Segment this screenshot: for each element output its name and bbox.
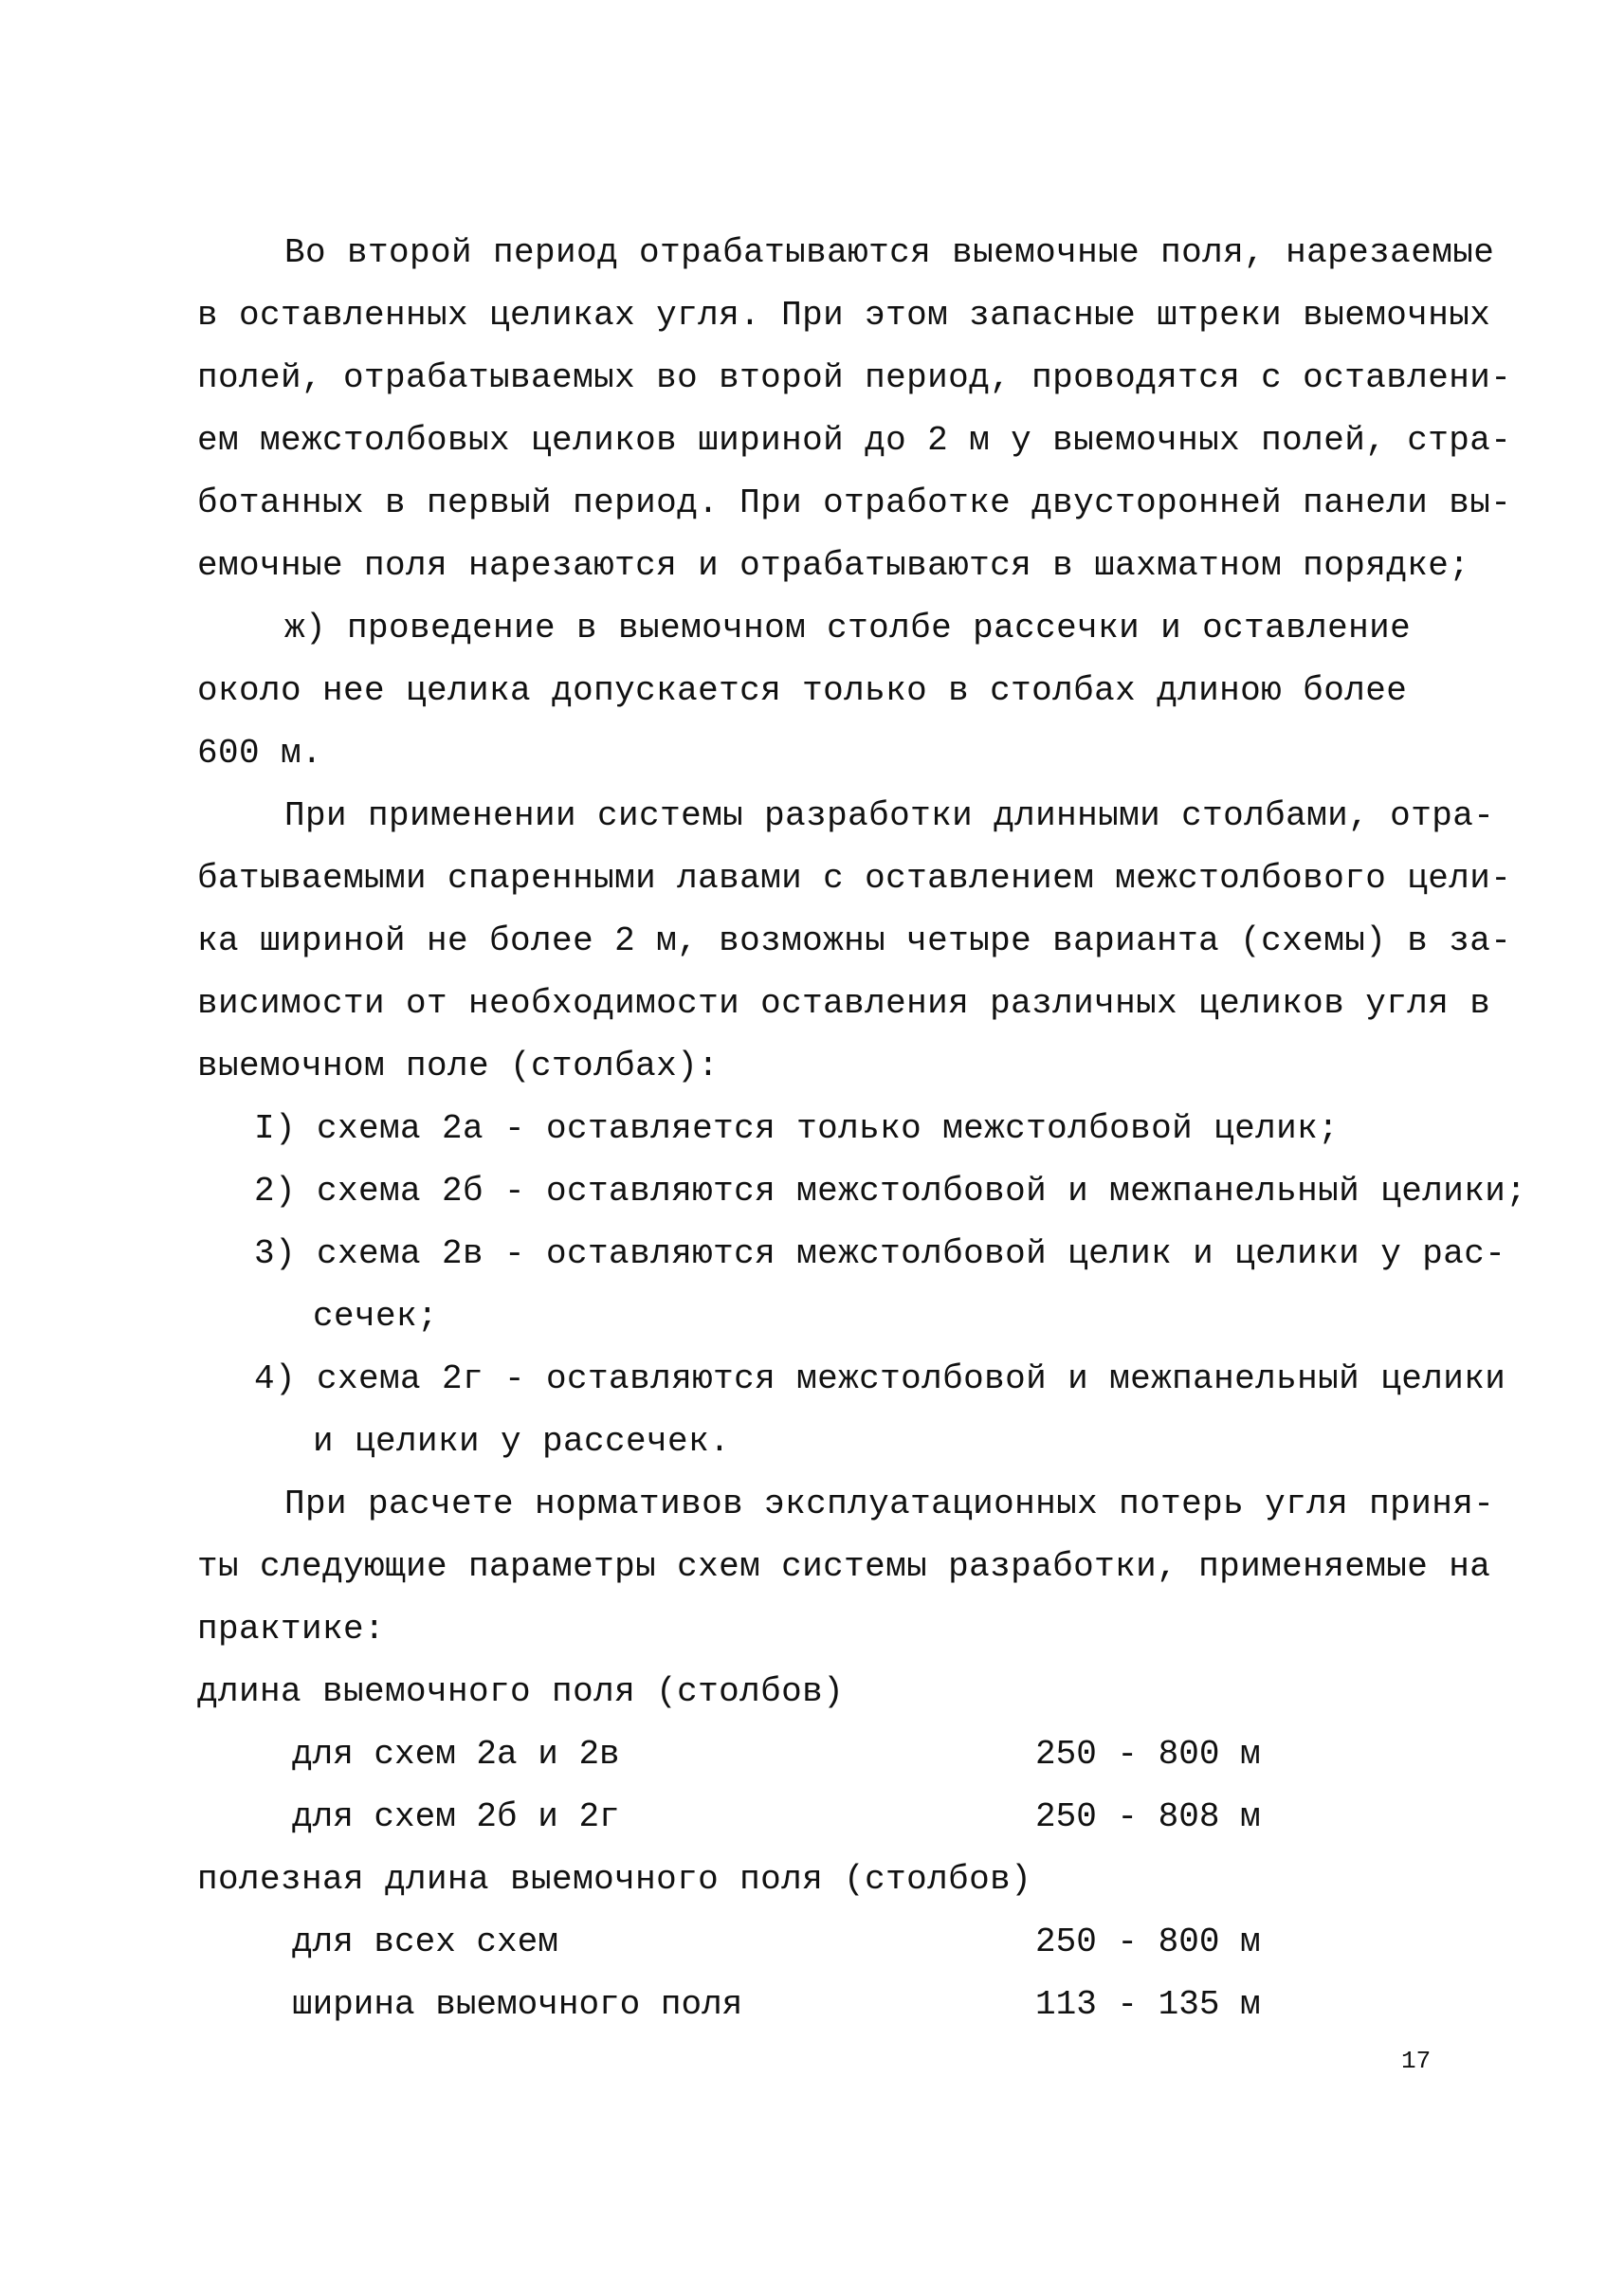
- list-item-4-continued: и целики у рассечек.: [313, 1422, 731, 1461]
- paragraph3-line3: ка шириной не более 2 м, возможны четыре варианта (схемы) в за-: [197, 921, 1512, 960]
- paragraph2-line3: 600 м.: [197, 734, 323, 773]
- paragraph1-line1: Во второй период отрабатываются выемочные поля, нарезаемые: [284, 233, 1495, 272]
- paragraph4-line1: При расчете нормативов эксплуатационных потерь угля приня-: [284, 1485, 1495, 1523]
- paragraph1-line6: емочные поля нарезаются и отрабатываются в шахматном порядке;: [197, 546, 1470, 585]
- paragraph1-line4: ем межстолбовых целиков шириной до 2 м у выемочных полей, стра-: [197, 421, 1512, 460]
- params-row4-label: ширина выемочного поля: [292, 1985, 743, 2024]
- params-row3-value: 250 - 800 м: [1035, 1922, 1261, 1961]
- params-row2-value: 250 - 808 м: [1035, 1797, 1261, 1836]
- params-row1-label: для схем 2а и 2в: [292, 1735, 620, 1774]
- params-row2-label: для схем 2б и 2г: [292, 1797, 620, 1836]
- list-item-1: I) схема 2а - оставляется только межстолбовой целик;: [254, 1109, 1340, 1148]
- paragraph3-line4: висимости от необходимости оставления различных целиков угля в: [197, 984, 1491, 1023]
- list-item-2: 2) схема 2б - оставляются межстолбовой и межпанельный целики;: [254, 1172, 1527, 1211]
- params-heading-useful-length: полезная длина выемочного поля (столбов): [197, 1860, 1032, 1899]
- paragraph2-line1: ж) проведение в выемочном столбе рассечки и оставление: [284, 609, 1412, 647]
- list-item-3-continued: сечек;: [313, 1297, 439, 1336]
- params-row4-value: 113 - 135 м: [1035, 1985, 1261, 2024]
- paragraph1-line3: полей, отрабатываемых во второй период, проводятся с оставлени-: [197, 358, 1512, 397]
- paragraph3-line5: выемочном поле (столбах):: [197, 1047, 720, 1085]
- params-heading-length: длина выемочного поля (столбов): [197, 1672, 845, 1711]
- params-row3-label: для всех схем: [292, 1922, 558, 1961]
- paragraph4-line2: ты следующие параметры схем системы разработки, применяемые на: [197, 1547, 1491, 1586]
- paragraph1-line2: в оставленных целиках угля. При этом запасные штреки выемочных: [197, 296, 1491, 335]
- paragraph3-line1: При применении системы разработки длинными столбами, отра-: [284, 796, 1495, 835]
- list-item-4: 4) схема 2г - оставляются межстолбовой и межпанельный целики: [254, 1359, 1506, 1398]
- paragraph4-line3: практике:: [197, 1610, 386, 1649]
- page-number: 17: [1401, 2047, 1432, 2075]
- params-row1-value: 250 - 800 м: [1035, 1735, 1261, 1774]
- list-item-3: 3) схема 2в - оставляются межстолбовой целик и целики у рас-: [254, 1234, 1506, 1273]
- paragraph2-line2: около нее целика допускается только в столбах длиною более: [197, 671, 1408, 710]
- paragraph3-line2: батываемыми спаренными лавами с оставлением межстолбового цели-: [197, 859, 1512, 898]
- paragraph1-line5: ботанных в первый период. При отработке двусторонней панели вы-: [197, 483, 1512, 522]
